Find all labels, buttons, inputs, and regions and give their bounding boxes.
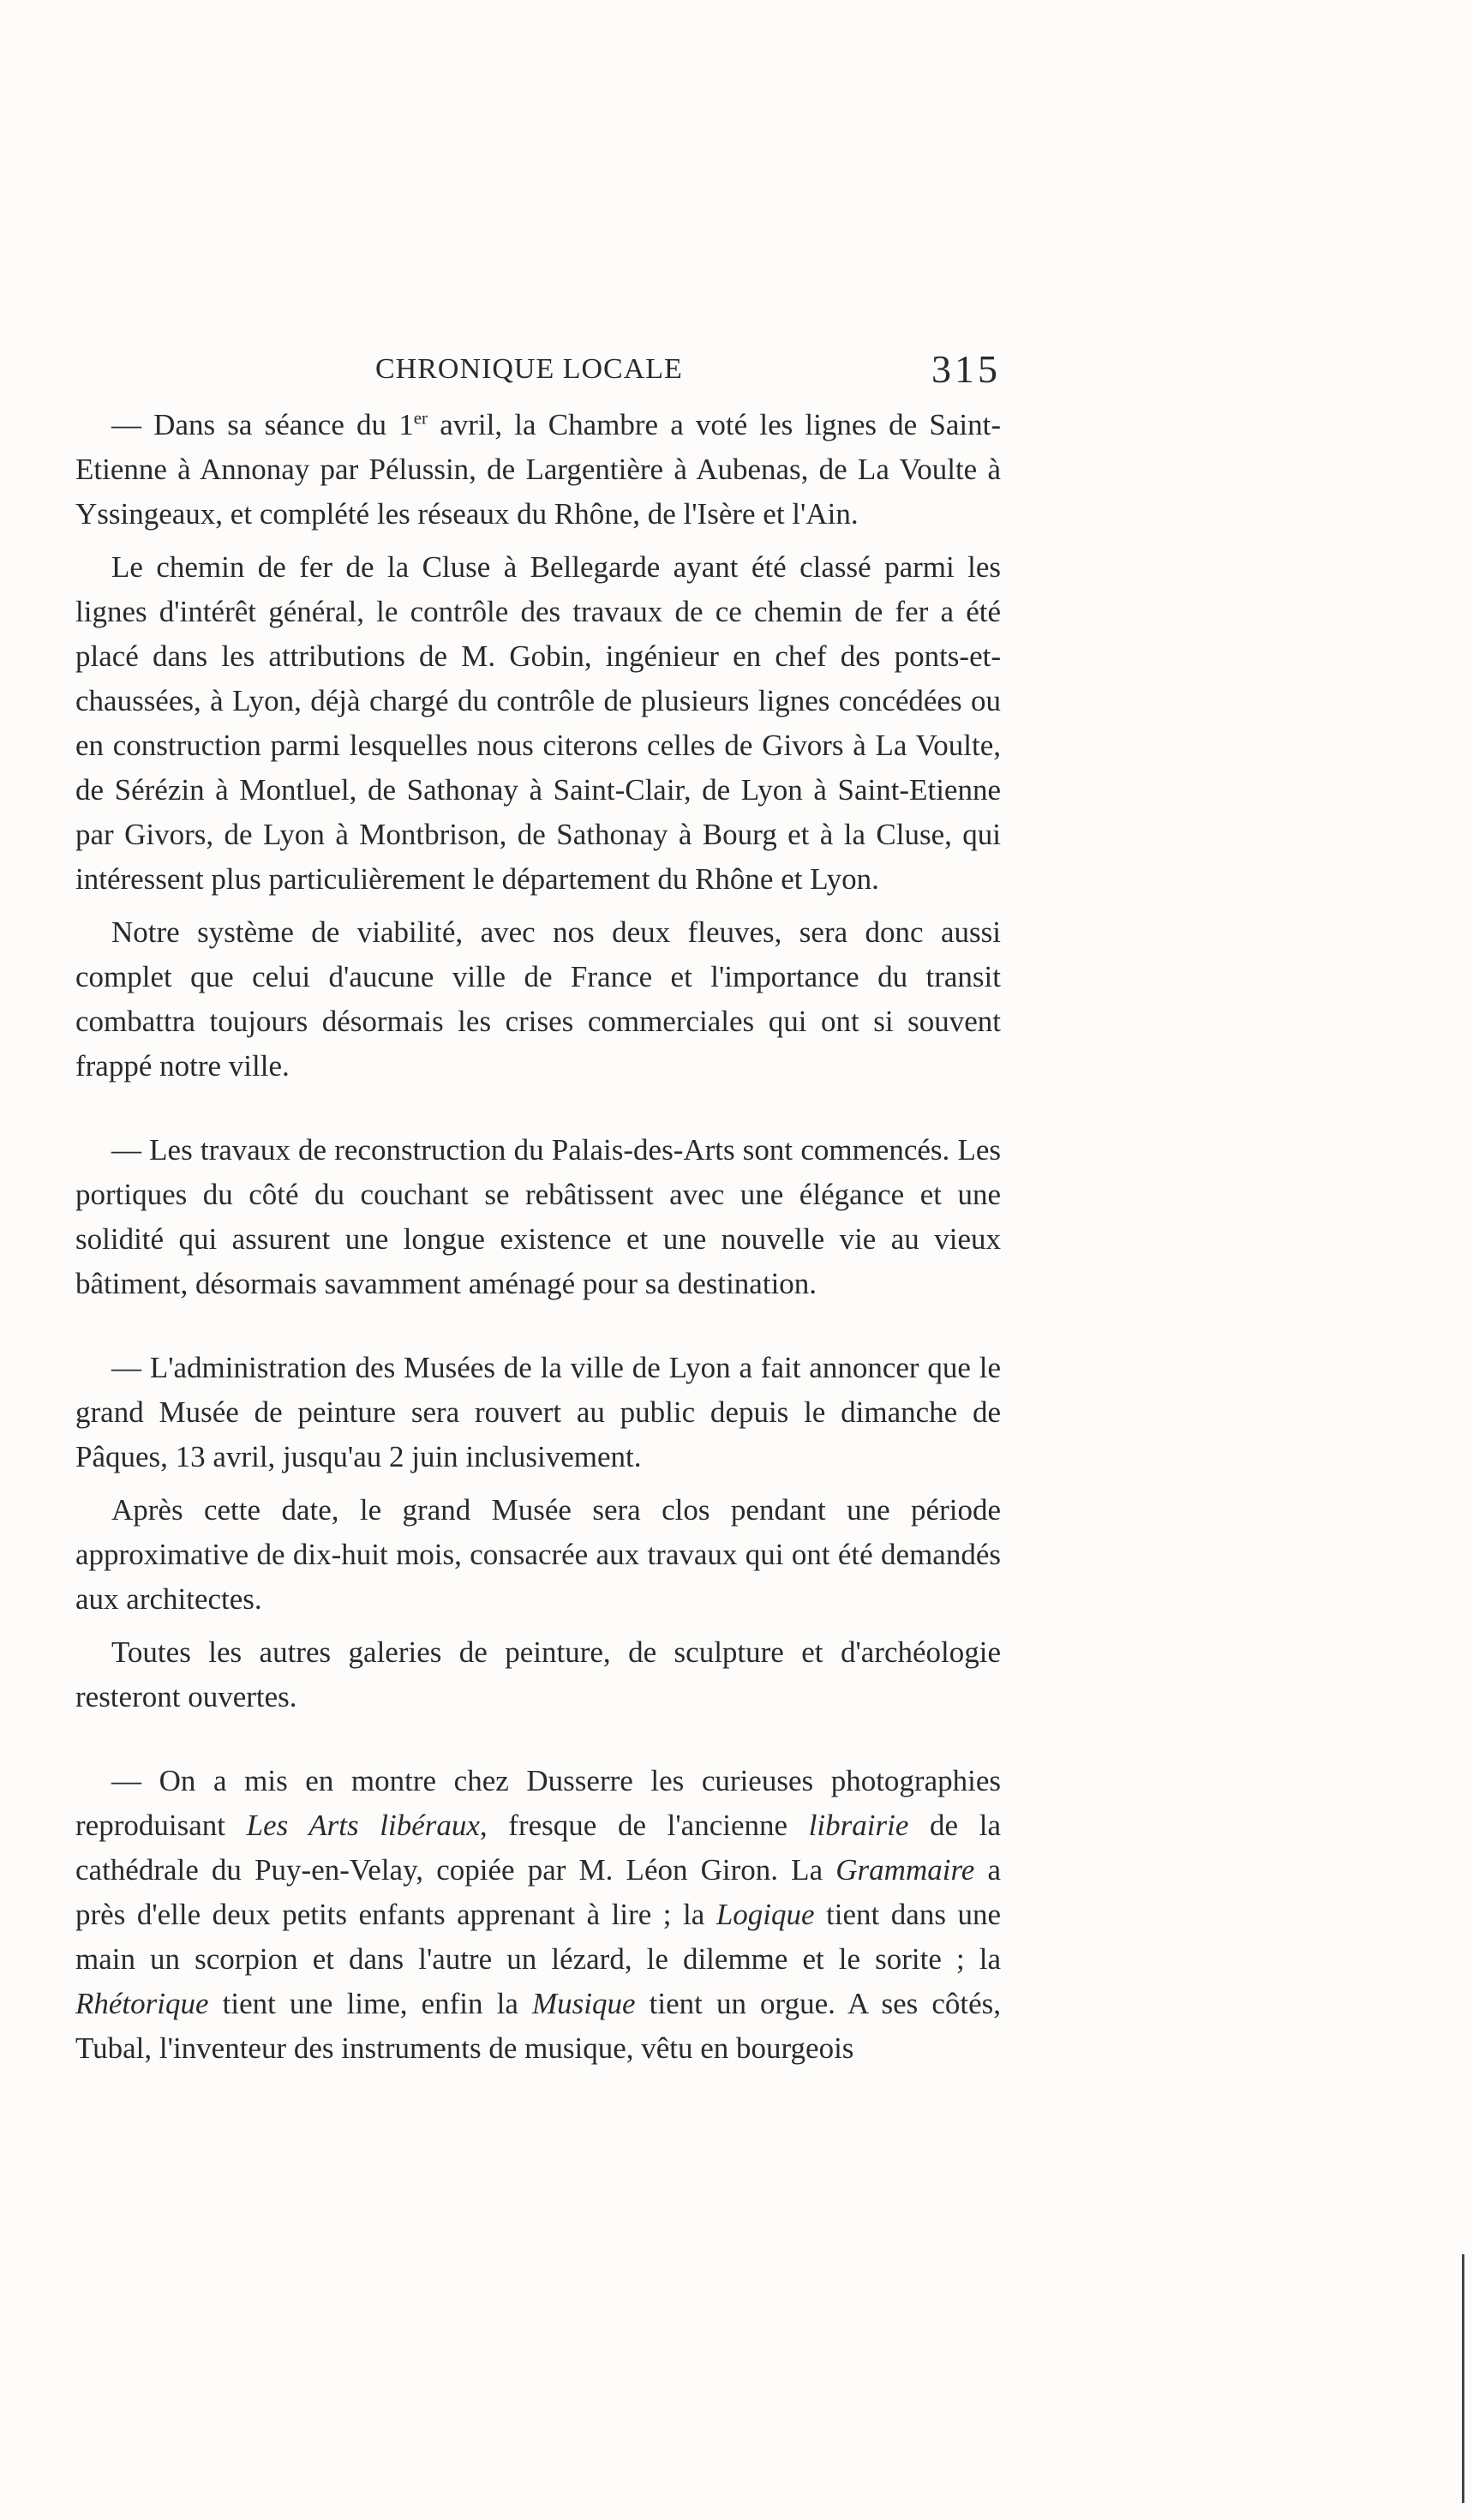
paragraph-viabilite: Notre système de viabilité, avec nos deux fleuves, sera donc aussi complet que celui d'aucune ville de France et l'importance du transit combattra toujours désormais les crises commerciales qui ont si souvent frappé notre ville. <box>75 915 1001 1083</box>
header-title: CHRONIQUE LOCALE <box>375 353 683 385</box>
paragraph-grand-musee: Après cette date, le grand Musée sera clos pendant une période approximative de dix-huit mois, consacrée aux travaux qui ont été demandés aux architectes. <box>75 1493 1001 1616</box>
scan-edge-mark <box>1462 2254 1464 2503</box>
paragraph-musees: — L'administration des Musées de la ville de Lyon a fait annoncer que le grand Musée de peinture sera rouvert au public depuis le dimanche de Pâques, 13 avril, jusqu'au 2 juin inclusivement. <box>75 1351 1001 1473</box>
page-number: 315 <box>931 347 1001 391</box>
paragraph-photographies: — On a mis en montre chez Dusserre les curieuses photographies reproduisant Les Arts libéraux, fresque de l'ancienne librairie de la cathédrale du Puy-en-Velay, copiée par M. Léon Giron. La Grammaire a près d'elle deux petits enfants apprenant à lire ; la Logique tient dans une main un scorpion et dans l'autre un lézard, le dilemme et le sorite ; la Rhétorique tient une lime, enfin la Musique tient un orgue. A ses côtés, Tubal, l'inventeur des instruments de musique, vêtu en bourgeois <box>75 1764 1002 2065</box>
article-body <box>75 403 1001 2079</box>
paragraph-chambre-vote: — Dans sa séance du 1er avril, la Chambre a voté les lignes de Saint-Etienne à Annonay par Pélussin, de Largentière à Aubenas, de La Voulte à Yssingeaux, et complété les réseaux du Rhône, de l'Isère et l'Ain. <box>75 407 1001 531</box>
paragraph-galeries: Toutes les autres galeries de peinture, de sculpture et d'archéologie resteront ouvertes. <box>75 1635 1001 1713</box>
paragraph-chemin-de-fer: Le chemin de fer de la Cluse à Bellegarde ayant été classé parmi les lignes d'intérêt général, le contrôle des travaux de ce chemin de fer a été placé dans les attributions de M. Gobin, ingénieur en chef des ponts-et-chaussées, à Lyon, déjà chargé du contrôle de plusieurs lignes concédées ou en construction parmi lesquelles nous citerons celles de Givors à La Voulte, de Sérézin à Montluel, de Sathonay à Saint-Clair, de Lyon à Saint-Etienne par Givors, de Lyon à Montbrison, de Sathonay à Bourg et à la Cluse, qui intéressent plus particulièrement le département du Rhône et Lyon. <box>75 550 1001 896</box>
paragraph-palais-des-arts: — Les travaux de reconstruction du Palais-des-Arts sont commencés. Les portiques du côté du couchant se rebâtissent avec une élégance et une solidité qui assurent une longue existence et une nouvelle vie au vieux bâtiment, désormais savamment aménagé pour sa destination. <box>75 1133 1001 1300</box>
